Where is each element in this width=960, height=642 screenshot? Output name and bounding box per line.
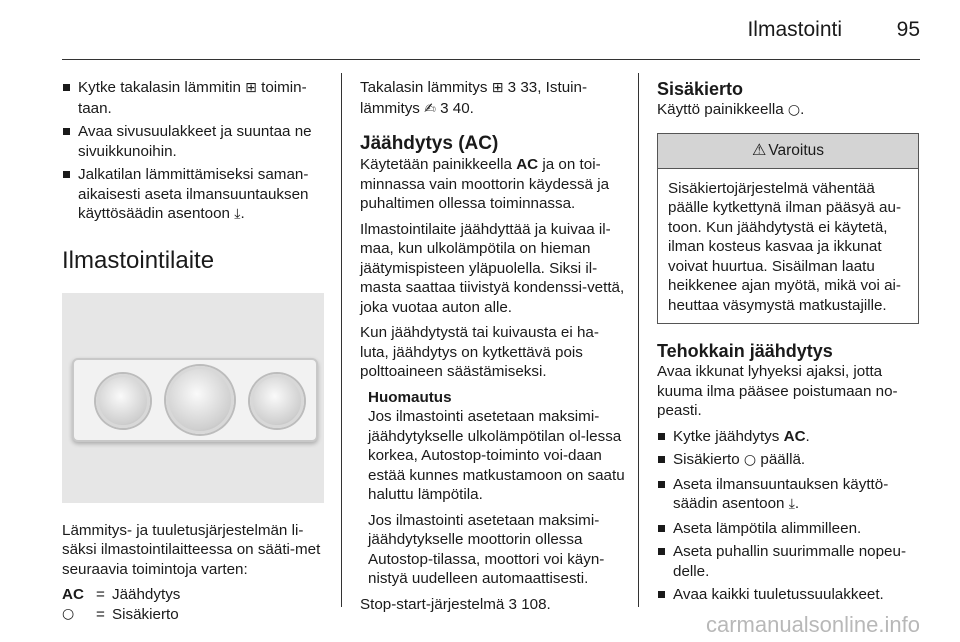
warning-title: Varoitus	[768, 141, 825, 159]
subheading-text: Käyttö painikkeella ○.	[657, 101, 805, 118]
section-title: Ilmastointilaite	[62, 246, 215, 274]
warning-box	[657, 133, 919, 325]
warning-body: Sisäkiertojärjestelmä vähentää päälle kytkettynä ilman pääsyä au-toon. Kun jäähdytystä ei käytetä, ilman kosteus kasvaa ja ikkunat voivat huurtua. Sisäilman laatu heikkenee ajan myötä, mikä voi ai-heuttaa väsymystä matkustajille.	[668, 179, 902, 314]
column-2	[360, 78, 626, 620]
paragraph: Käytetään painikkeella AC ja on toi-minnassa vain moottorin käydessä ja puhaltimen ollessa toiminnassa.	[360, 156, 610, 212]
page-title: Ilmastointi	[747, 18, 842, 41]
bullet-list	[62, 78, 324, 225]
definition-desc: Jäähdytys	[112, 586, 181, 603]
header-rule	[62, 59, 920, 60]
footwell-airflow-icon: ⤓	[234, 206, 241, 222]
list-item: Kytke takalasin lämmitin ⊞ toimin-taan.	[62, 78, 324, 118]
control-panel	[72, 358, 318, 442]
note-paragraph: Jos ilmastointi asetetaan maksimi-jäähdytykselle ulkolämpötilan ol-lessa korkea, Autostop-toiminto voi-daan estää kunnes matkustamoon on saatu haluttu lämpötila.	[368, 408, 625, 503]
list-item: Sisäkierto ○ päällä.	[657, 450, 919, 471]
definition-row: AC = Jäähdytys	[62, 586, 181, 603]
intro-paragraph: Takalasin lämmitys ⊞ 3 33, Istuin-lämmitys ✍ 3 40.	[360, 79, 588, 117]
definition-desc: Sisäkierto	[112, 605, 179, 623]
rear-window-heater-icon: ⊞	[245, 80, 257, 96]
recirculation-icon: ○	[743, 452, 757, 468]
climate-control-photo	[62, 293, 324, 503]
photo-caption: Lämmitys- ja tuuletusjärjestelmän li-säksi ilmastointilaitteessa on sääti-met seuraavia toimintoja varten:	[62, 521, 321, 578]
column-3	[657, 78, 919, 609]
paragraph: Avaa ikkunat lyhyeksi ajaksi, jotta kuuma ilma pääsee poistumaan no-peasti.	[657, 363, 898, 419]
column-divider-2	[638, 73, 639, 607]
recirculation-icon: ○	[787, 102, 801, 118]
note-paragraph: Jos ilmastointi asetetaan maksimi-jäähdytykselle moottorin ollessa Autostop-tilassa, moottori voi käyn-nistyä uudelleen automaattisesti.	[368, 511, 605, 587]
section-heading: Jäähdytys (AC)	[360, 133, 499, 154]
air-distribution-knob	[250, 374, 304, 428]
recirculation-icon: ○	[62, 605, 75, 622]
fan-speed-knob	[166, 366, 234, 434]
list-item: Avaa sivusuulakkeet ja suuntaa ne sivuikkunoihin.	[62, 122, 324, 161]
watermark: carmanualsonline.info	[705, 612, 920, 637]
definition-term: AC	[62, 586, 84, 603]
list-item: Aseta ilmansuuntauksen käyttö-säädin asentoon ⤓.	[657, 475, 919, 515]
page-header	[0, 0, 960, 60]
paragraph: Ilmastointilaite jäähdyttää ja kuivaa il-maa, kun ulkolämpötila on hieman jäätymispisteen yläpuolella. Siksi il-masta saattaa tiivistyä kondenssi-vettä, joka vuotaa auton alle.	[360, 220, 625, 316]
seat-heater-icon: ✍	[424, 100, 436, 117]
list-item: Aseta puhallin suurimmalle nopeu-delle.	[657, 542, 919, 581]
list-item: Avaa kaikki tuuletussuulakkeet.	[657, 585, 919, 605]
definition-row: ○ = Sisäkierto	[62, 605, 179, 623]
section-heading: Tehokkain jäähdytys	[657, 341, 833, 361]
list-item: Kytke jäähdytys AC.	[657, 427, 919, 447]
column-divider-1	[341, 73, 342, 607]
list-item: Aseta lämpötila alimmilleen.	[657, 519, 919, 539]
warning-header	[658, 134, 918, 169]
note-title: Huomautus	[368, 388, 452, 406]
warning-icon: ⚠	[751, 141, 767, 159]
paragraph: Kun jäähdytystä tai kuivausta ei ha-luta, jäähdytys on kytkettävä pois polttoaineen säästämiseksi.	[360, 324, 599, 380]
paragraph: Stop-start-järjestelmä 3 108.	[360, 595, 551, 613]
rear-window-heater-icon: ⊞	[491, 80, 504, 96]
section-heading: Sisäkierto	[657, 79, 744, 99]
page-number: 95	[896, 18, 920, 41]
column-1	[62, 78, 324, 624]
list-item: Jalkatilan lämmittämiseksi saman-aikaisesti aseta ilmansuuntauksen käyttösäädin asentoon ⤓.	[62, 165, 324, 225]
note-box	[360, 388, 626, 589]
bullet-list	[657, 427, 919, 605]
temperature-knob	[96, 374, 150, 428]
footwell-airflow-icon: ⤓	[788, 496, 795, 512]
